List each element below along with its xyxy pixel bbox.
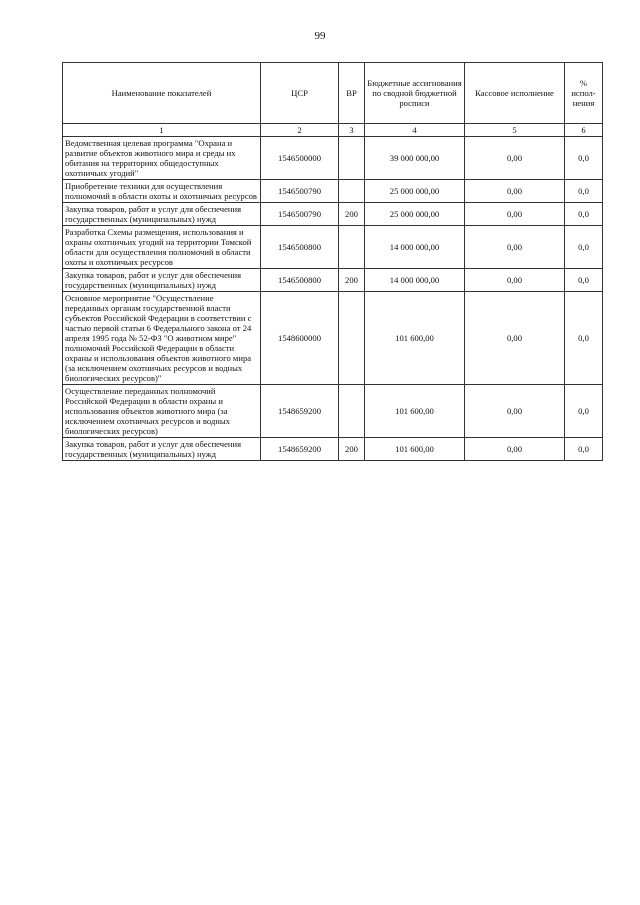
table-row [63, 385, 603, 438]
header-percent: % испол-нения [565, 63, 603, 124]
column-number: 2 [261, 124, 339, 137]
row-name: Основное мероприятие "Осуществление переданных органам государственной власти субъектов Российской Федерации в соответствии с частью первой статьи 6 Федерального закона от 24 апреля 1995 года № 52-ФЗ "О животном мире" полномочий Российской Федерации в области охраны и использования объектов животного мира (за исключением охотничьих ресурсов и водных биологических ресурсов)" [63, 292, 261, 385]
row-name: Осуществление переданных полномочий Российской Федерации в области охраны и использования объектов животного мира (за исключением охотничьих ресурсов и водных биологических ресурсов) [63, 385, 261, 438]
row-assigned: 14 000 000,00 [365, 269, 465, 292]
column-number: 1 [63, 124, 261, 137]
row-vr [339, 226, 365, 269]
table-row [63, 137, 603, 180]
table-row [63, 269, 603, 292]
row-csr: 1546500000 [261, 137, 339, 180]
row-csr: 1546500800 [261, 269, 339, 292]
row-vr [339, 385, 365, 438]
column-number: 6 [565, 124, 603, 137]
row-percent: 0,0 [565, 385, 603, 438]
row-vr [339, 292, 365, 385]
row-csr: 1548659200 [261, 385, 339, 438]
header-assigned: Бюджетные ассигнования по сводной бюджетной росписи [365, 63, 465, 124]
row-percent: 0,0 [565, 180, 603, 203]
row-name: Приобретение техники для осуществления полномочий в области охоты и охотничьих ресурсов [63, 180, 261, 203]
header-csr: ЦСР [261, 63, 339, 124]
budget-table [62, 62, 603, 461]
row-name: Закупка товаров, работ и услуг для обеспечения государственных (муниципальных) нужд [63, 269, 261, 292]
row-name: Закупка товаров, работ и услуг для обеспечения государственных (муниципальных) нужд [63, 438, 261, 461]
row-csr: 1546500790 [261, 180, 339, 203]
row-assigned: 101 600,00 [365, 292, 465, 385]
table-row [63, 203, 603, 226]
row-executed: 0,00 [465, 226, 565, 269]
row-vr: 200 [339, 438, 365, 461]
row-assigned: 39 000 000,00 [365, 137, 465, 180]
column-number: 3 [339, 124, 365, 137]
row-percent: 0,0 [565, 269, 603, 292]
row-executed: 0,00 [465, 180, 565, 203]
row-csr: 1546500800 [261, 226, 339, 269]
row-percent: 0,0 [565, 292, 603, 385]
header-vr: ВР [339, 63, 365, 124]
header-name: Наименование показателей [63, 63, 261, 124]
column-number-row [63, 124, 603, 137]
header-executed: Кассовое исполнение [465, 63, 565, 124]
row-executed: 0,00 [465, 438, 565, 461]
row-percent: 0,0 [565, 226, 603, 269]
column-number: 5 [465, 124, 565, 137]
row-vr [339, 180, 365, 203]
row-assigned: 14 000 000,00 [365, 226, 465, 269]
row-assigned: 25 000 000,00 [365, 203, 465, 226]
row-executed: 0,00 [465, 385, 565, 438]
row-vr [339, 137, 365, 180]
header-row [63, 63, 603, 124]
row-executed: 0,00 [465, 292, 565, 385]
page-number: 99 [314, 30, 326, 42]
table-row [63, 292, 603, 385]
row-executed: 0,00 [465, 269, 565, 292]
row-percent: 0,0 [565, 203, 603, 226]
table-row [63, 226, 603, 269]
row-executed: 0,00 [465, 137, 565, 180]
column-number: 4 [365, 124, 465, 137]
row-assigned: 101 600,00 [365, 385, 465, 438]
row-executed: 0,00 [465, 203, 565, 226]
row-csr: 1548600000 [261, 292, 339, 385]
row-name: Разработка Схемы размещения, использования и охраны охотничьих угодий на территории Томской области для осуществления полномочий в области охоты и охотничьих ресурсов [63, 226, 261, 269]
row-assigned: 25 000 000,00 [365, 180, 465, 203]
table-row [63, 180, 603, 203]
row-percent: 0,0 [565, 438, 603, 461]
row-percent: 0,0 [565, 137, 603, 180]
table-row [63, 438, 603, 461]
row-vr: 200 [339, 203, 365, 226]
row-vr: 200 [339, 269, 365, 292]
row-name: Ведомственная целевая программа "Охрана и развитие объектов животного мира и среды их обитания на территориях общедоступных охотничьих угодий" [63, 137, 261, 180]
row-csr: 1548659200 [261, 438, 339, 461]
row-csr: 1546500790 [261, 203, 339, 226]
row-name: Закупка товаров, работ и услуг для обеспечения государственных (муниципальных) нужд [63, 203, 261, 226]
row-assigned: 101 600,00 [365, 438, 465, 461]
